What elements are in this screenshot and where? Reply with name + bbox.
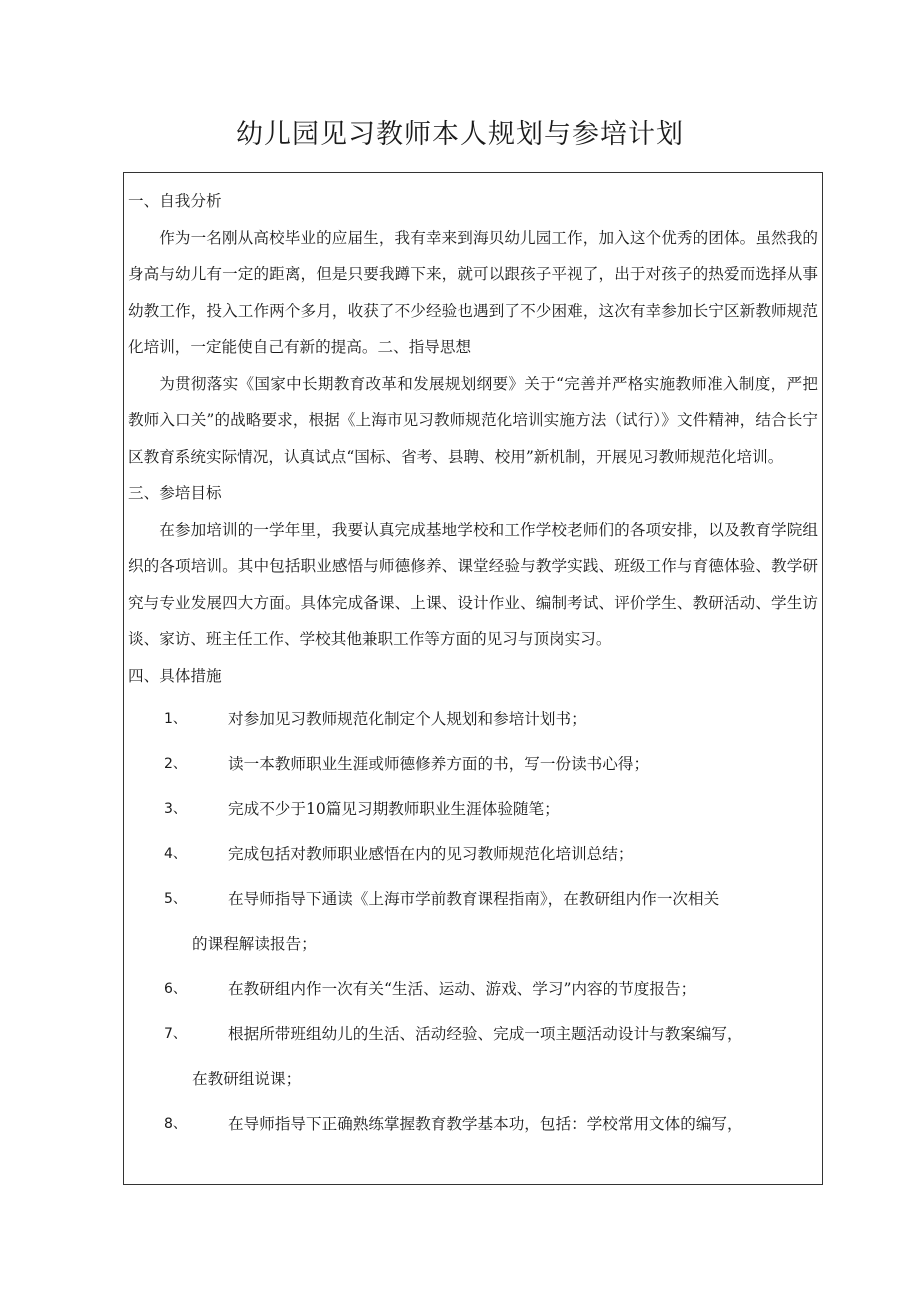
self-analysis-paragraph: 作为一名刚从高校毕业的应届生，我有幸来到海贝幼儿园工作，加入这个优秀的团体。虽然我的身高与幼儿有一定的距离，但是只要我蹲下来，就可以跟孩子平视了，出于对孩子的热爱而选择从事幼教工作，投入工作两个多月，收获了不少经验也遇到了不少困难，这次有幸参加长宁区新教师规范化培训，一定能使自己有新的提高。二、指导思想	[128, 228, 818, 356]
item-number: 7、	[164, 1026, 187, 1043]
measures-list	[128, 697, 818, 1147]
list-item	[128, 697, 818, 742]
document-title: 幼儿园见习教师本人规划与参培计划	[236, 119, 684, 150]
item-text: 完成包括对教师职业感悟在内的见习教师规范化培训总结；	[228, 845, 634, 864]
section-heading-measures: 四、具体措施	[128, 666, 222, 685]
list-item	[128, 877, 818, 967]
list-item	[128, 787, 818, 832]
guiding-thought-paragraph: 为贯彻落实《国家中长期教育改革和发展规划纲要》关于“完善并严格实施教师准入制度，严把教师入口关”的战略要求，根据《上海市见习教师规范化培训实施方法（试行）》文件精神，结合长宁区教育系统实际情况，认真试点“国标、省考、县聘、校用”新机制，开展见习教师规范化培训。	[128, 374, 818, 466]
list-item	[128, 742, 818, 787]
item-text: 完成不少于10篇见习期教师职业生涯体验随笔；	[228, 800, 560, 819]
training-goals-paragraph: 在参加培训的一学年里，我要认真完成基地学校和工作学校老师们的各项安排，以及教育学院组织的各项培训。其中包括职业感悟与师德修养、课堂经验与教学实践、班级工作与育德体验、教学研究与专业发展四大方面。具体完成备课、上课、设计作业、编制考试、评价学生、教研活动、学生访谈、家访、班主任工作、学校其他兼职工作等方面的见习与顶岗实习。	[128, 520, 818, 648]
item-continuation: 的课程解读报告；	[192, 935, 317, 954]
list-item	[128, 967, 818, 1012]
item-number: 2、	[164, 756, 187, 773]
item-text: 在教研组内作一次有关“生活、运动、游戏、学习”内容的节度报告；	[228, 980, 697, 999]
item-number: 4、	[164, 846, 187, 863]
item-text: 读一本教师职业生涯或师德修养方面的书，写一份读书心得；	[228, 755, 650, 774]
item-text: 在导师指导下正确熟练掌握教育教学基本功，包括：学校常用文体的编写，	[228, 1115, 743, 1134]
item-number: 3、	[164, 801, 187, 818]
item-number: 6、	[164, 981, 187, 998]
item-continuation: 在教研组说课；	[192, 1070, 302, 1089]
plan-content	[128, 183, 818, 1147]
list-item	[128, 832, 818, 877]
item-text: 在导师指导下通读《上海市学前教育课程指南》，在教研组内作一次相关	[228, 890, 720, 909]
section-heading-training-goals: 三、参培目标	[128, 484, 222, 502]
item-number: 5、	[164, 891, 187, 908]
item-number: 8、	[164, 1116, 187, 1133]
list-item	[128, 1102, 818, 1147]
item-number: 1、	[164, 711, 187, 728]
item-text: 对参加见习教师规范化制定个人规划和参培计划书；	[228, 710, 587, 729]
list-item	[128, 1012, 818, 1102]
section-heading-self-analysis: 一、自我分析	[128, 192, 222, 210]
item-text: 根据所带班组幼儿的生活、活动经验、完成一项主题活动设计与教案编写，	[228, 1025, 743, 1044]
plan-table-border	[123, 172, 823, 1185]
